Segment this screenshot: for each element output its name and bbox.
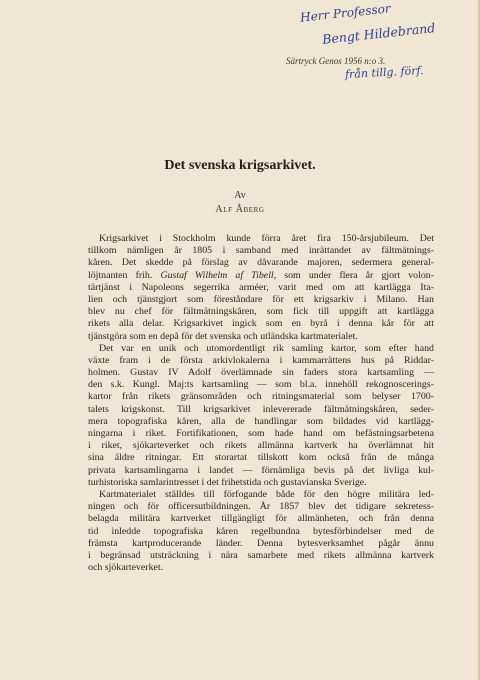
body-text-line <box>88 245 434 257</box>
body-text-line <box>88 257 434 269</box>
body-text-line <box>88 550 434 562</box>
body-text-line <box>88 513 434 525</box>
reprint-note: Särtryck Genos 1956 n:o 3. <box>286 56 386 66</box>
line-text: belagda militära kartverket tillgängligt för allmänheten, och från denna <box>88 513 434 525</box>
line-text: mera topografiska kåren, alla de handlingar som bildades vid kartlägg- <box>88 415 434 427</box>
author-name: Alf Åberg <box>215 204 265 215</box>
body-text-line <box>88 404 434 416</box>
line-text: tjänstgöra som en depå för det svenska och utländska kartmaterialet. <box>88 330 358 342</box>
body-text-line <box>88 355 434 367</box>
article-body <box>88 233 434 574</box>
body-text-line <box>88 367 434 379</box>
body-text-line <box>88 477 434 489</box>
body-text-line <box>88 379 434 391</box>
body-text-line <box>88 501 434 513</box>
handwritten-dedication-line-1: Herr Professor <box>299 1 392 25</box>
line-text: Kartmaterialet ställdes till förfogande både för den högre militära led- <box>99 488 434 500</box>
body-text-line <box>88 294 434 306</box>
line-text: Krigsarkivet i Stockholm kunde förra året fira 150-årsjubileum. Det <box>99 233 434 244</box>
line-text: växte fram i de första arkivlokalerna i kammarrättens hus på Riddar- <box>88 354 434 366</box>
body-text-line <box>88 391 434 403</box>
line-text: talets krigskonst. Till krigsarkivet inlevererade fältmätningskåren, seder- <box>88 403 434 415</box>
byline-av: Av <box>234 190 246 201</box>
line-text: ningen och för officersutbildningen. År 1857 blev det tidigare sekretess- <box>88 501 434 513</box>
body-text-line <box>88 538 434 550</box>
line-text: Det var en unik och utomordentligt rik samling kartor, som efter hand <box>99 342 434 354</box>
body-text-line <box>88 428 434 440</box>
body-text-line <box>88 440 434 452</box>
line-text: i begränsad utsträckning i nära samarbete med rikets allmänna kartverk <box>88 549 434 561</box>
line-text: kartor från rikets gränsområden och ritningsmaterial som belyser 1700- <box>88 391 434 403</box>
line-text: i riket, sjökarteverket och rikets allmänna kartverk ha överlämnat hit <box>88 440 434 452</box>
line-text: holmen. Gustav IV Adolf överlämnade sin faders stora kartsamling — <box>88 367 434 379</box>
body-text-line <box>88 465 434 477</box>
body-text-line <box>88 306 434 318</box>
line-text: tid inledde topografiska kåren regelbundna bytesförbindelser med de <box>88 525 434 537</box>
body-text-line <box>88 489 434 501</box>
body-text-line <box>88 331 434 343</box>
body-text-line <box>88 562 434 574</box>
italic-name: Gustaf Wilhelm af Tibell <box>160 269 274 281</box>
line-text-rest: , som under flera år gjort volon- <box>273 269 434 281</box>
line-text: tillkom nämligen år 1805 i samband med inrättandet av fältmätnings- <box>88 245 434 257</box>
line-text: ningarna i riket. Fortifikationen, som hade hand om befästningsarbetena <box>88 428 434 439</box>
line-text: och sjökarteverket. <box>88 562 164 574</box>
line-text: lien och tjänstgjort som föreståndare för ett krigsarkiv i Milano. Han <box>88 293 434 305</box>
line-text: den s.k. Kungl. Maj:ts kartsamling — som bl.a. innehöll rekognoscerings- <box>88 379 434 391</box>
line-text: sina äldre ritningar. Ett storartat tillskott kom också från de många <box>88 452 434 464</box>
body-text-line <box>88 452 434 464</box>
line-text: rikets alla delar. Krigsarkivet ingick som en byrå i denna kår för att <box>88 318 434 330</box>
body-text-line <box>88 526 434 538</box>
line-text: turhistoriska samlarintresset i det frihetstida och gustavianska Sverige. <box>88 476 367 488</box>
line-text: främsta kartproducerande länder. Denna bytesverksamhet pågår ännu <box>88 537 434 549</box>
line-text: privata kartsamlingarna i landet — förnämliga bevis på det livliga kul- <box>88 464 434 476</box>
body-text-line <box>88 318 434 330</box>
body-text-line <box>88 343 434 355</box>
handwritten-dedication-line-2: Bengt Hildebrand <box>321 20 436 47</box>
line-text: löjtnanten frih. <box>88 269 161 281</box>
line-text: kåren. Det skedde på förslag av dåvarande majoren, sedermera general- <box>88 257 434 269</box>
body-text-line <box>88 233 434 245</box>
body-text-line <box>88 282 434 294</box>
article-title: Det svenska krigsarkivet. <box>164 158 316 173</box>
line-text: blev nu chef för fältmätningskåren, som fick till uppgift att kartlägga <box>88 306 434 318</box>
handwritten-dedication-line-3: från tillg. förf. <box>344 63 424 82</box>
line-text: tärtjänst i Napoleons segerrika arméer, varit med om att kartlägga Ita- <box>88 281 434 293</box>
body-text-line <box>88 270 434 282</box>
body-text-line <box>88 416 434 428</box>
